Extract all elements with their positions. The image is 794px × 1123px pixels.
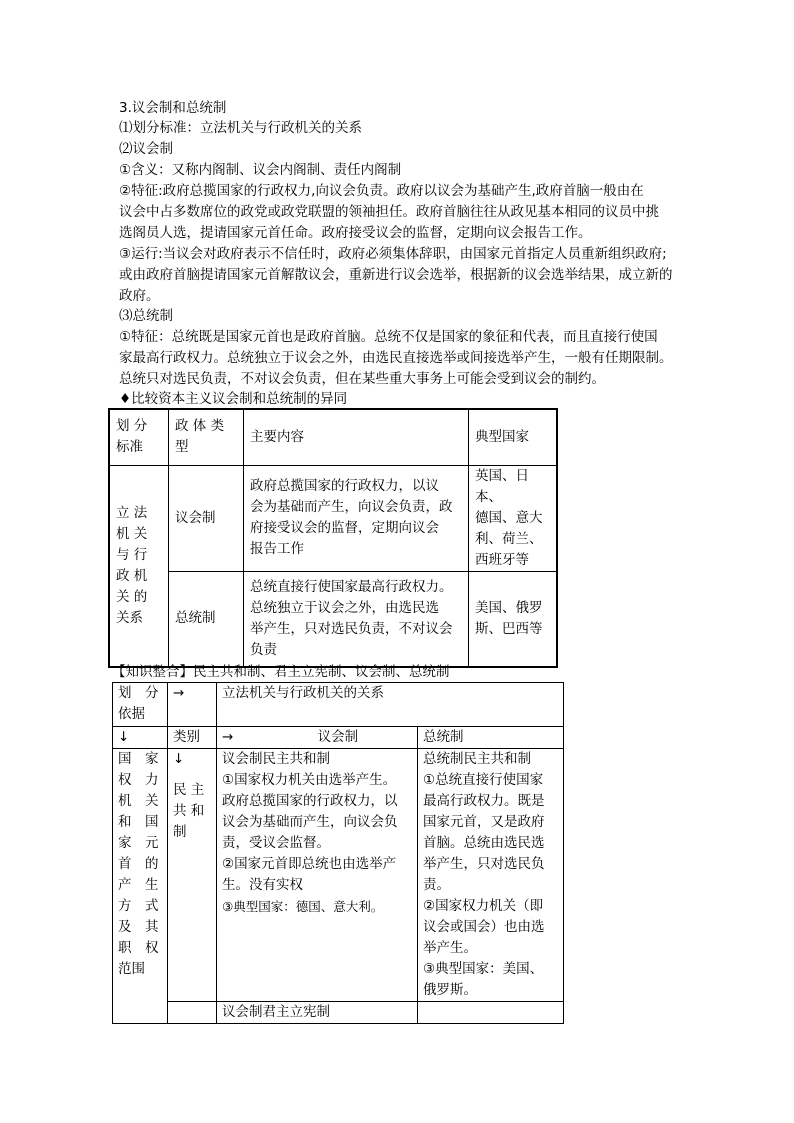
arrow-down-icon: ↓: [113, 727, 168, 749]
paragraph-definition: ①含义：又称内阁制、议会内阁制、责任内阁制: [119, 162, 402, 178]
paragraph-operation-1: ③运行:当议会对政府表示不信任时，政府必须集体辞职，由国家元首指定人员重新组织政府;: [119, 246, 667, 262]
integration-table: [112, 682, 564, 1024]
arrow-down-icon: ↓: [173, 751, 185, 767]
comparison-table: [108, 408, 558, 668]
empty-cell: [418, 1002, 564, 1024]
integration-title: 【知识整合】民主共和制、君主立宪制、议会制、总统制: [112, 664, 450, 680]
header-relation: 立法机关与行政机关的关系: [217, 683, 564, 727]
arrow-right-icon: →: [222, 729, 234, 745]
type-presidential: 总统制: [169, 571, 244, 667]
paragraph-features-3: 选阁员人选，提请国家元首任命。政府接受议会的监督，定期向议会报告工作。: [119, 225, 592, 241]
col-presidential: 总统制: [418, 727, 564, 749]
subheading-parliamentary: ⑵议会制: [119, 141, 173, 157]
paragraph-features-1: ②特征:政府总揽国家的行政权力,向议会负责。政府以议会为基础产生,政府首脑一般由在: [119, 183, 644, 199]
countries-presidential: 美国、俄罗 斯、巴西等: [469, 571, 558, 667]
constitutional-monarchy-cell: 议会制君主立宪制: [217, 1002, 418, 1024]
subheading-criteria: ⑴划分标准：立法机关与行政机关的关系: [119, 120, 362, 136]
type-parliamentary: 议会制: [169, 465, 244, 571]
paragraph-presidential-3: 总统只对选民负责，不对议会负责，但在某些重大事务上可能会受到议会的制约。: [119, 371, 605, 387]
header-type: 政 体 类 型: [169, 409, 244, 465]
paragraph-operation-3: 政府。: [119, 288, 160, 304]
paragraph-presidential-1: ①特征：总统既是国家元首也是政府首脑。总统不仅是国家的象征和代表，而且直接行使国: [119, 329, 658, 345]
header-countries: 典型国家: [469, 409, 558, 465]
empty-cell: [168, 1002, 217, 1024]
paragraph-features-2: 议会中占多数席位的政党或政党联盟的领袖担任。政府首脑往往从政见基本相同的议员中挑: [119, 204, 659, 220]
content-presidential: 总统直接行使国家最高行政权力。 总统独立于议会之外，由选民选 举产生，只对选民负责，不对议会 负责: [244, 571, 469, 667]
basis-cell: 国 家 权 力 机 关 和 国 家 元 首 的 产 生 方 式 及 其 职 权 范围: [113, 749, 168, 1024]
content-parliamentary: 政府总揽国家的行政权力，以议 会为基础而产生，向议会负责，政 府接受议会的监督，定期向议会 报告工作: [244, 465, 469, 571]
header-basis: 划 分 依据: [113, 683, 168, 727]
section-heading: 3.议会制和总统制: [119, 100, 227, 116]
header-criteria: 划 分 标准: [109, 409, 169, 465]
criteria-cell: 立 法 机 关 与 行 政 机 关 的 关系: [109, 465, 169, 667]
presidential-republic-cell: 总统制民主共和制 ①总统直接行使国家 最高行政权力。既是 国家元首，又是政府 首脑。总统由选民选 举产生，只对选民负 责。 ②国家权力机关（即 议会或国会）也由选 举产生。 ③典型国家：美国、 俄罗斯。: [418, 749, 564, 1002]
paragraph-presidential-2: 家最高行政权力。总统独立于议会之外，由选民直接选举或间接选举产生，一般有任期限制。: [119, 350, 673, 366]
arrow-right-icon: →: [168, 683, 217, 727]
header-content: 主要内容: [244, 409, 469, 465]
col-category: 类别: [168, 727, 217, 749]
paragraph-operation-2: 或由政府首脑提请国家元首解散议会，重新进行议会选举，根据新的议会选举结果，成立新的: [119, 267, 673, 283]
category-cell: ↓ 民 主 共 和 制: [168, 749, 217, 1002]
compare-title: ♦比较资本主义议会制和总统制的异同: [119, 391, 348, 407]
subheading-presidential: ⑶总统制: [119, 308, 173, 324]
parliamentary-republic-cell: 议会制民主共和制 ①国家权力机关由选举产生。 政府总揽国家的行政权力，以 议会为基础而产生，向议会负 责，受议会监督。 ②国家元首即总统也由选举产 生。没有实权 ③典型国家：德国、意大利。: [217, 749, 418, 1002]
countries-parliamentary: 英国、日本、 德国、意大 利、荷兰、 西班牙等: [469, 465, 558, 571]
col-parliamentary: → 议会制: [217, 727, 418, 749]
